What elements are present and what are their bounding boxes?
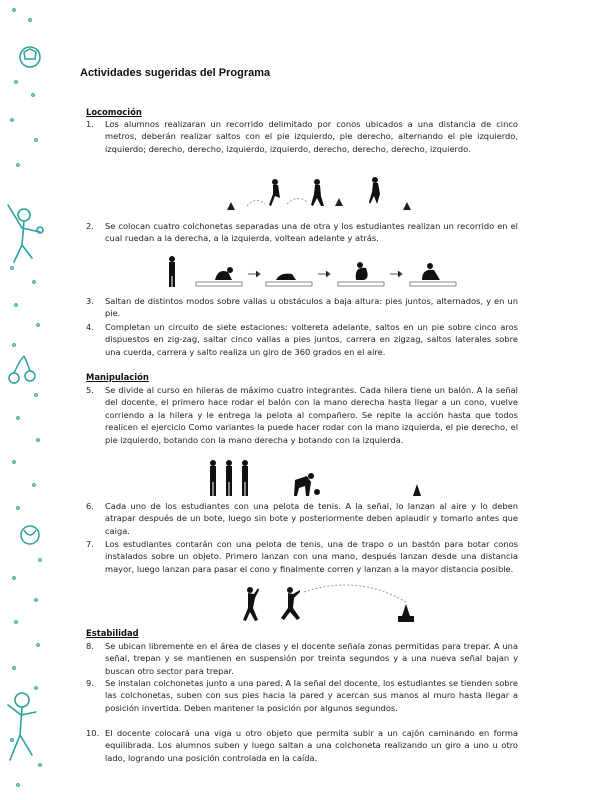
soccer-ball-icon xyxy=(20,47,40,67)
sun-icon xyxy=(21,526,39,544)
boy-running-icon xyxy=(8,693,36,760)
list-item: 1. Los alumnos realizaran un recorrido delimitado por conos ubicados a una distancia de cinco metros, deberán realizar saltos con el pie izquierdo, pie derecho, alternando el pie izquierdo, izquierdo; derecho, derecho, izquierdo, izquierdo, derecho, derecho, derecho, izquierdo. xyxy=(86,119,518,154)
section-locomocion: Locomoción xyxy=(86,107,142,117)
list-item: 8. Se ubican libremente en el área de clases y el docente señala zonas permitidas para trepar. A una señal, trepan y se mantienen en suspensión por treinta segundos y a una nueva señal bajan y buscan otro sector para trepar. xyxy=(86,641,518,676)
page-title: Actividades sugeridas del Programa xyxy=(80,67,271,79)
list-item: 5. Se divide al curso en hileras de máximo cuatro integrantes. Cada hilera tiene un balón. A la señal del docente, el primero hace rodar el balón con la mano derecha hasta llegar a un cono, vuelve corriendo a la hilera y le entrega la pelota al compañero. Se repite la acción hasta que todos realicen el ejercicio Como variantes la puede hacer rodar con la mano izquierda, el pie derecho, el pie izquierdo, botando con la mano derecha y botando con la izquierda. xyxy=(86,385,518,445)
list-item: 10. El docente colocará una viga u otro objeto que permita subir a un cajón caminando en forma equilibrada. Los alumnos suben y luego saltan a una colchoneta realizando un giro a uno u otro lado, logrando una posición controlada en la caída. xyxy=(86,728,518,763)
list-item: 7. Los estudiantes contarán con una pelota de tenis, una de trapo o un bastón para botar conos instalados sobre un objeto. Primero lanzan con una mano, después lanzan desde una distancia mayor, luego lanzan para pasar el cono y finalmente corren y lanzan a la mayor distancia posible. xyxy=(86,539,518,574)
climbing-child-icon xyxy=(8,205,43,262)
list-item: 9. Se instalan colchonetas junto a una pared. A la señal del docente, los estudiantes se tienden sobre las colchonetas, suben con sus pies hacia la pared y acercan sus manos al muro hasta llegar a posición invertida. Deben mantener la posición por algunos segundos. xyxy=(86,678,518,713)
list-item: 2. Se colocan cuatro colchonetas separadas una de otra y los estudiantes realizan un recorrido en el cual ruedan a la derecha, a la izquierda, voltean adelante y atrás. xyxy=(86,221,518,244)
ball-rolling-illustration xyxy=(205,458,425,498)
list-item: 4. Completan un circuito de siete estaciones: voltereta adelante, saltos en un pie sobre cinco aros dispuestos en zig-zag, saltar cinco vallas a pies juntos, carrera en zigzag, saltos laterales sobre una cuerda, carrera y salto realiza un giro de 360 grados en el aire. xyxy=(86,322,518,357)
throwing-illustration xyxy=(238,584,428,624)
section-manipulacion: Manipulación xyxy=(86,372,149,382)
list-item: 6. Cada uno de los estudiantes con una pelota de tenis. A la señal, lo lanzan al aire y lo deben atrapar después de un bote, luego sin bote y posteriormente deben aplaudir y tomarlo antes que caiga. xyxy=(86,501,518,536)
margin-decoration xyxy=(0,0,70,800)
rolling-mats-illustration xyxy=(160,254,460,290)
section-estabilidad: Estabilidad xyxy=(86,628,139,638)
list-item: 3. Saltan de distintos modos sobre vallas u obstáculos a baja altura: pies juntos, alternados, y en un pie. xyxy=(86,296,518,319)
cherries-icon xyxy=(9,356,35,383)
jumping-figures-illustration xyxy=(225,176,425,212)
